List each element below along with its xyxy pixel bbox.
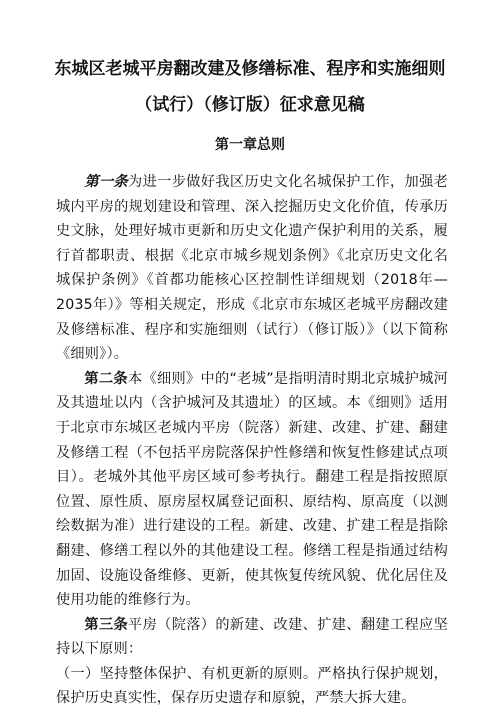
article-1: [56, 170, 448, 367]
article-3-lead: 第三条: [84, 616, 129, 633]
article-3-clause-1-text: （一）坚持整体保护、有机更新的原则。严格执行保护规划，保护历史真实性，保存历史遗存和原貌，严禁大拆大建。: [56, 665, 448, 707]
article-2-lead: 第二条: [84, 370, 128, 387]
article-1-lead: 第一条: [84, 174, 129, 190]
article-3: [56, 613, 448, 662]
article-2: [56, 367, 448, 613]
article-1-text: 为进一步做好我区历史文化名城保护工作，加强老城内平房的规划建设和管理、深入挖掘历史文化价值，传承历史文脉，处理好城市更新和历史文化遗产保护利用的关系，履行首都职责、根据《北京市城乡规划条例》《北京历史文化名城保护条例》《首都功能核心区控制性详细规划（2018年—2035年）》等相关规定，形成《北京市东城区老城平房翻改建及修缮标准、程序和实施细则（试行）（修订版）》（以下简称《细则》）。: [56, 174, 448, 363]
document-title-line-1: 东城区老城平房翻改建及修缮标准、程序和实施细则: [54, 59, 446, 79]
chapter-title: 第一章总则: [215, 137, 285, 153]
document-body: [56, 170, 448, 711]
document-title-line-2: （试行）（修订版）征求意见稿: [135, 95, 365, 115]
article-3-text: 平房（院落）的新建、改建、扩建、翻建工程应坚持以下原则：: [56, 616, 448, 658]
article-3-clause-1: [56, 662, 448, 711]
article-2-text: 本《细则》中的“老城”是指明清时期北京城护城河及其遗址以内（含护城河及其遗址）的区域。本《细则》适用于北京市东城区老城内平房（院落）新建、改建、扩建、翻建及修缮工程（不包括平房院落保护性修缮和恢复性修建试点项目）。老城外其他平房区域可参考执行。翻建工程是指按照原位置、原性质、原房屋权属登记面积、原结构、原高度（以测绘数据为准）进行建设的工程。新建、改建、扩建工程是指除翻建、修缮工程以外的其他建设工程。修缮工程是指通过结构加固、设施设备维修、更新，使其恢复传统风貌、优化居住及使用功能的维修行为。: [56, 370, 448, 609]
